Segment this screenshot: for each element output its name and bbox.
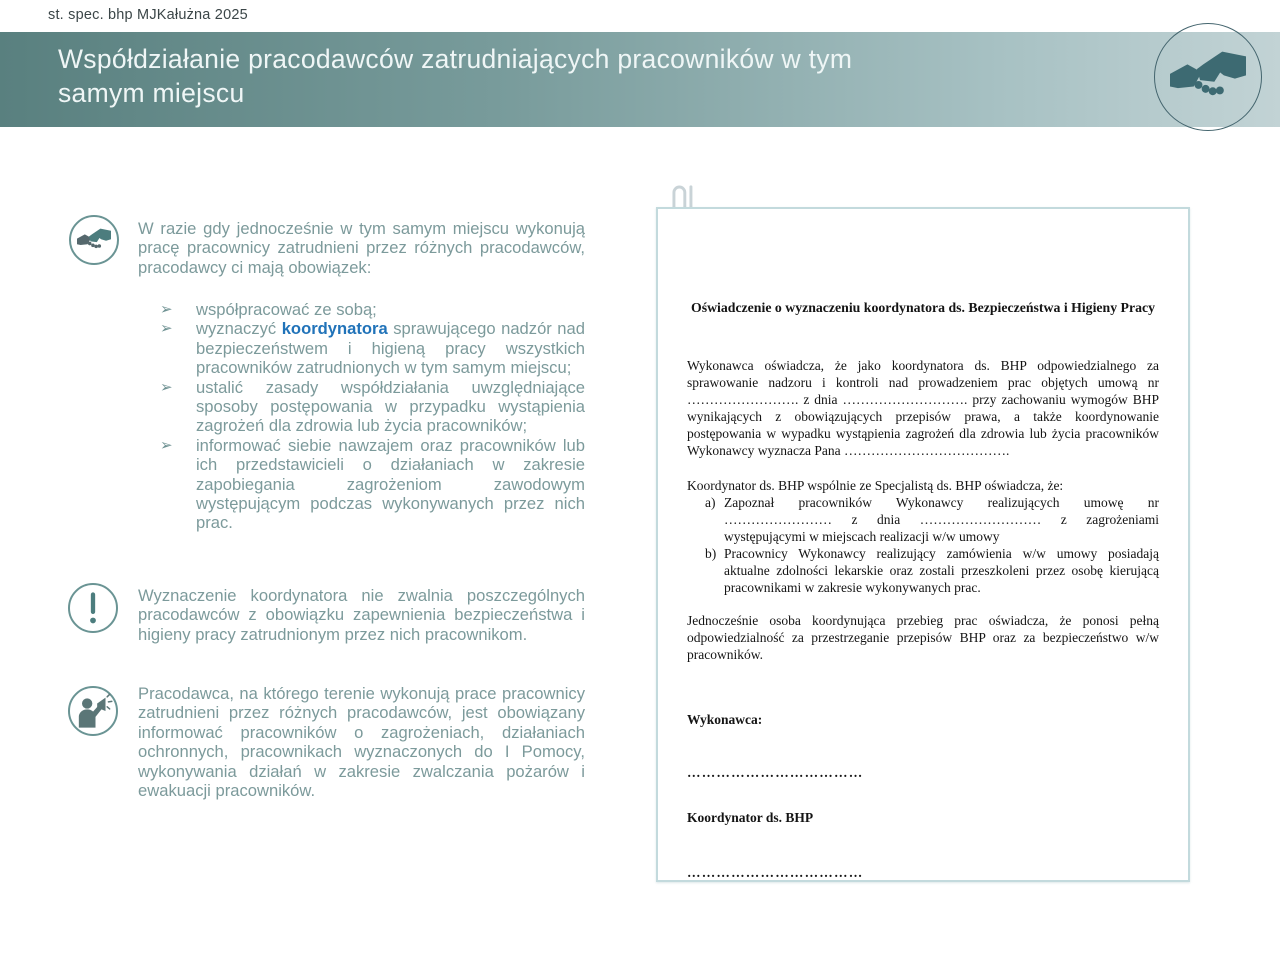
handshake-bullet-icon	[69, 215, 119, 265]
signature-line-1: ………………………………	[687, 765, 864, 780]
list-item	[160, 300, 585, 319]
header-bar	[0, 32, 1280, 127]
intro-paragraph: W razie gdy jednocześnie w tym samym miejscu wykonują pracę pracownicy zatrudnieni przez różnych pracodawców, pracodawcy ci mają obowiązek:	[138, 219, 585, 277]
declaration-document	[656, 207, 1190, 882]
handshake-badge-icon	[1154, 23, 1262, 131]
list-item-text-post: sprawującego nadzór nad bezpieczeństwem i higieną pracy wszystkich pracowników zatrudnionych w tym samym miejscu;	[196, 319, 585, 378]
document-list-item-b	[705, 545, 1159, 596]
person-megaphone-icon	[73, 691, 113, 731]
warning-paragraph: Wyznaczenie koordynatora nie zwalnia poszczególnych pracodawców z obowiązku zapewnienia bezpieczeństwa i higieny pracy zatrudnionym przez nich pracownikom.	[138, 586, 585, 644]
list-item-text: ustalić zasady współdziałania uwzględniające sposoby postępowania w przypadku wystąpienia zagrożeń dla zdrowia lub życia pracowników;	[196, 377, 585, 436]
page-title-line2: samym miejscu	[58, 78, 245, 108]
info-paragraph: Pracodawca, na którego terenie wykonują prace pracownicy zatrudnieni przez różnych pracodawców, jest obowiązany informować pracowników o zagrożeniach, działaniach ochronnych, pracownikach wyznaczonych do I Pomocy, wykonywania działań w zakresie zwalczania pożarów i ewakuacji pracowników.	[138, 684, 585, 801]
handshake-icon	[77, 228, 111, 252]
document-list-item-a	[705, 494, 1159, 545]
list-item	[160, 378, 585, 436]
list-item-text-pre: wyznaczyć	[196, 319, 282, 339]
arrow-bullet-icon: ➢	[160, 378, 173, 396]
list-text-a: Zapoznał pracowników Wykonawcy realizujących umowę nr …………………… z dnia ……………………… z zagrożeniami występującymi w miejscach realizacji w/w umowy	[724, 495, 1159, 544]
page-title	[58, 42, 852, 110]
page-title-line1: Współdziałanie pracodawców zatrudniających pracowników w tym	[58, 44, 853, 74]
warning-bullet-icon	[68, 583, 118, 633]
document-paragraph-3: Jednocześnie osoba koordynująca przebieg prac oświadcza, że ponosi pełną odpowiedzialność za przestrzeganie przepisów BHP oraz za bezpieczeństwo w/w pracowników.	[687, 613, 1159, 662]
signature-line-2: ………………………………	[687, 865, 864, 880]
list-item	[160, 319, 585, 377]
signature-label-koordynator: Koordynator ds. BHP	[687, 810, 814, 825]
arrow-bullet-icon: ➢	[160, 436, 173, 454]
list-item-text: informować siebie nawzajem oraz pracowników lub ich przedstawicieli o działaniach w zakresie zapobiegania zagrożeniom zawodowym występującym podczas wykonywanych przez nich prac.	[196, 435, 585, 533]
handshake-icon	[1170, 51, 1246, 103]
document-title: Oświadczenie o wyznaczeniu koordynatora ds. Bezpieczeństwa i Higieny Pracy	[690, 300, 1156, 315]
exclamation-icon	[70, 585, 116, 631]
list-item-text: współpracować ze sobą;	[196, 300, 377, 319]
document-paragraph-2-heading: Koordynator ds. BHP wspólnie ze Specjalistą ds. BHP oświadcza, że:	[687, 478, 1064, 493]
list-label-a: a)	[705, 495, 716, 510]
highlight-koordynatora: koordynatora	[281, 319, 388, 339]
arrow-bullet-icon: ➢	[160, 320, 173, 338]
list-label-b: b)	[705, 546, 717, 561]
list-item	[160, 436, 585, 533]
obligations-list	[160, 300, 585, 533]
list-text-b: Pracownicy Wykonawcy realizujący zamówienia w/w umowy posiadają aktualne zdolności lekarskie oraz zostali przeszkoleni przez osobę kierującą pracownikami w zakresie wykonywanych prac.	[724, 546, 1159, 595]
announcement-bullet-icon	[68, 686, 118, 736]
author-credit: st. spec. bhp MJKałużna 2025	[48, 7, 248, 23]
signature-label-wykonawca: Wykonawca:	[687, 712, 763, 727]
document-content	[687, 209, 1159, 881]
arrow-bullet-icon: ➢	[160, 301, 173, 318]
document-paragraph-1: Wykonawca oświadcza, że jako koordynatora ds. BHP odpowiedzialnego za sprawowanie nadzoru i kontroli nad prowadzeniem prac objętych umową nr ……………………. z dnia ………………………. przy zachowaniu wymogów BHP wynikających z obowiązujących przepisów prawa, a także koordynowanie postępowania w wypadku wystąpienia zagrożeń dla zdrowia lub życia pracowników Wykonawcy wyznacza Pana ……………………………….	[687, 358, 1159, 458]
